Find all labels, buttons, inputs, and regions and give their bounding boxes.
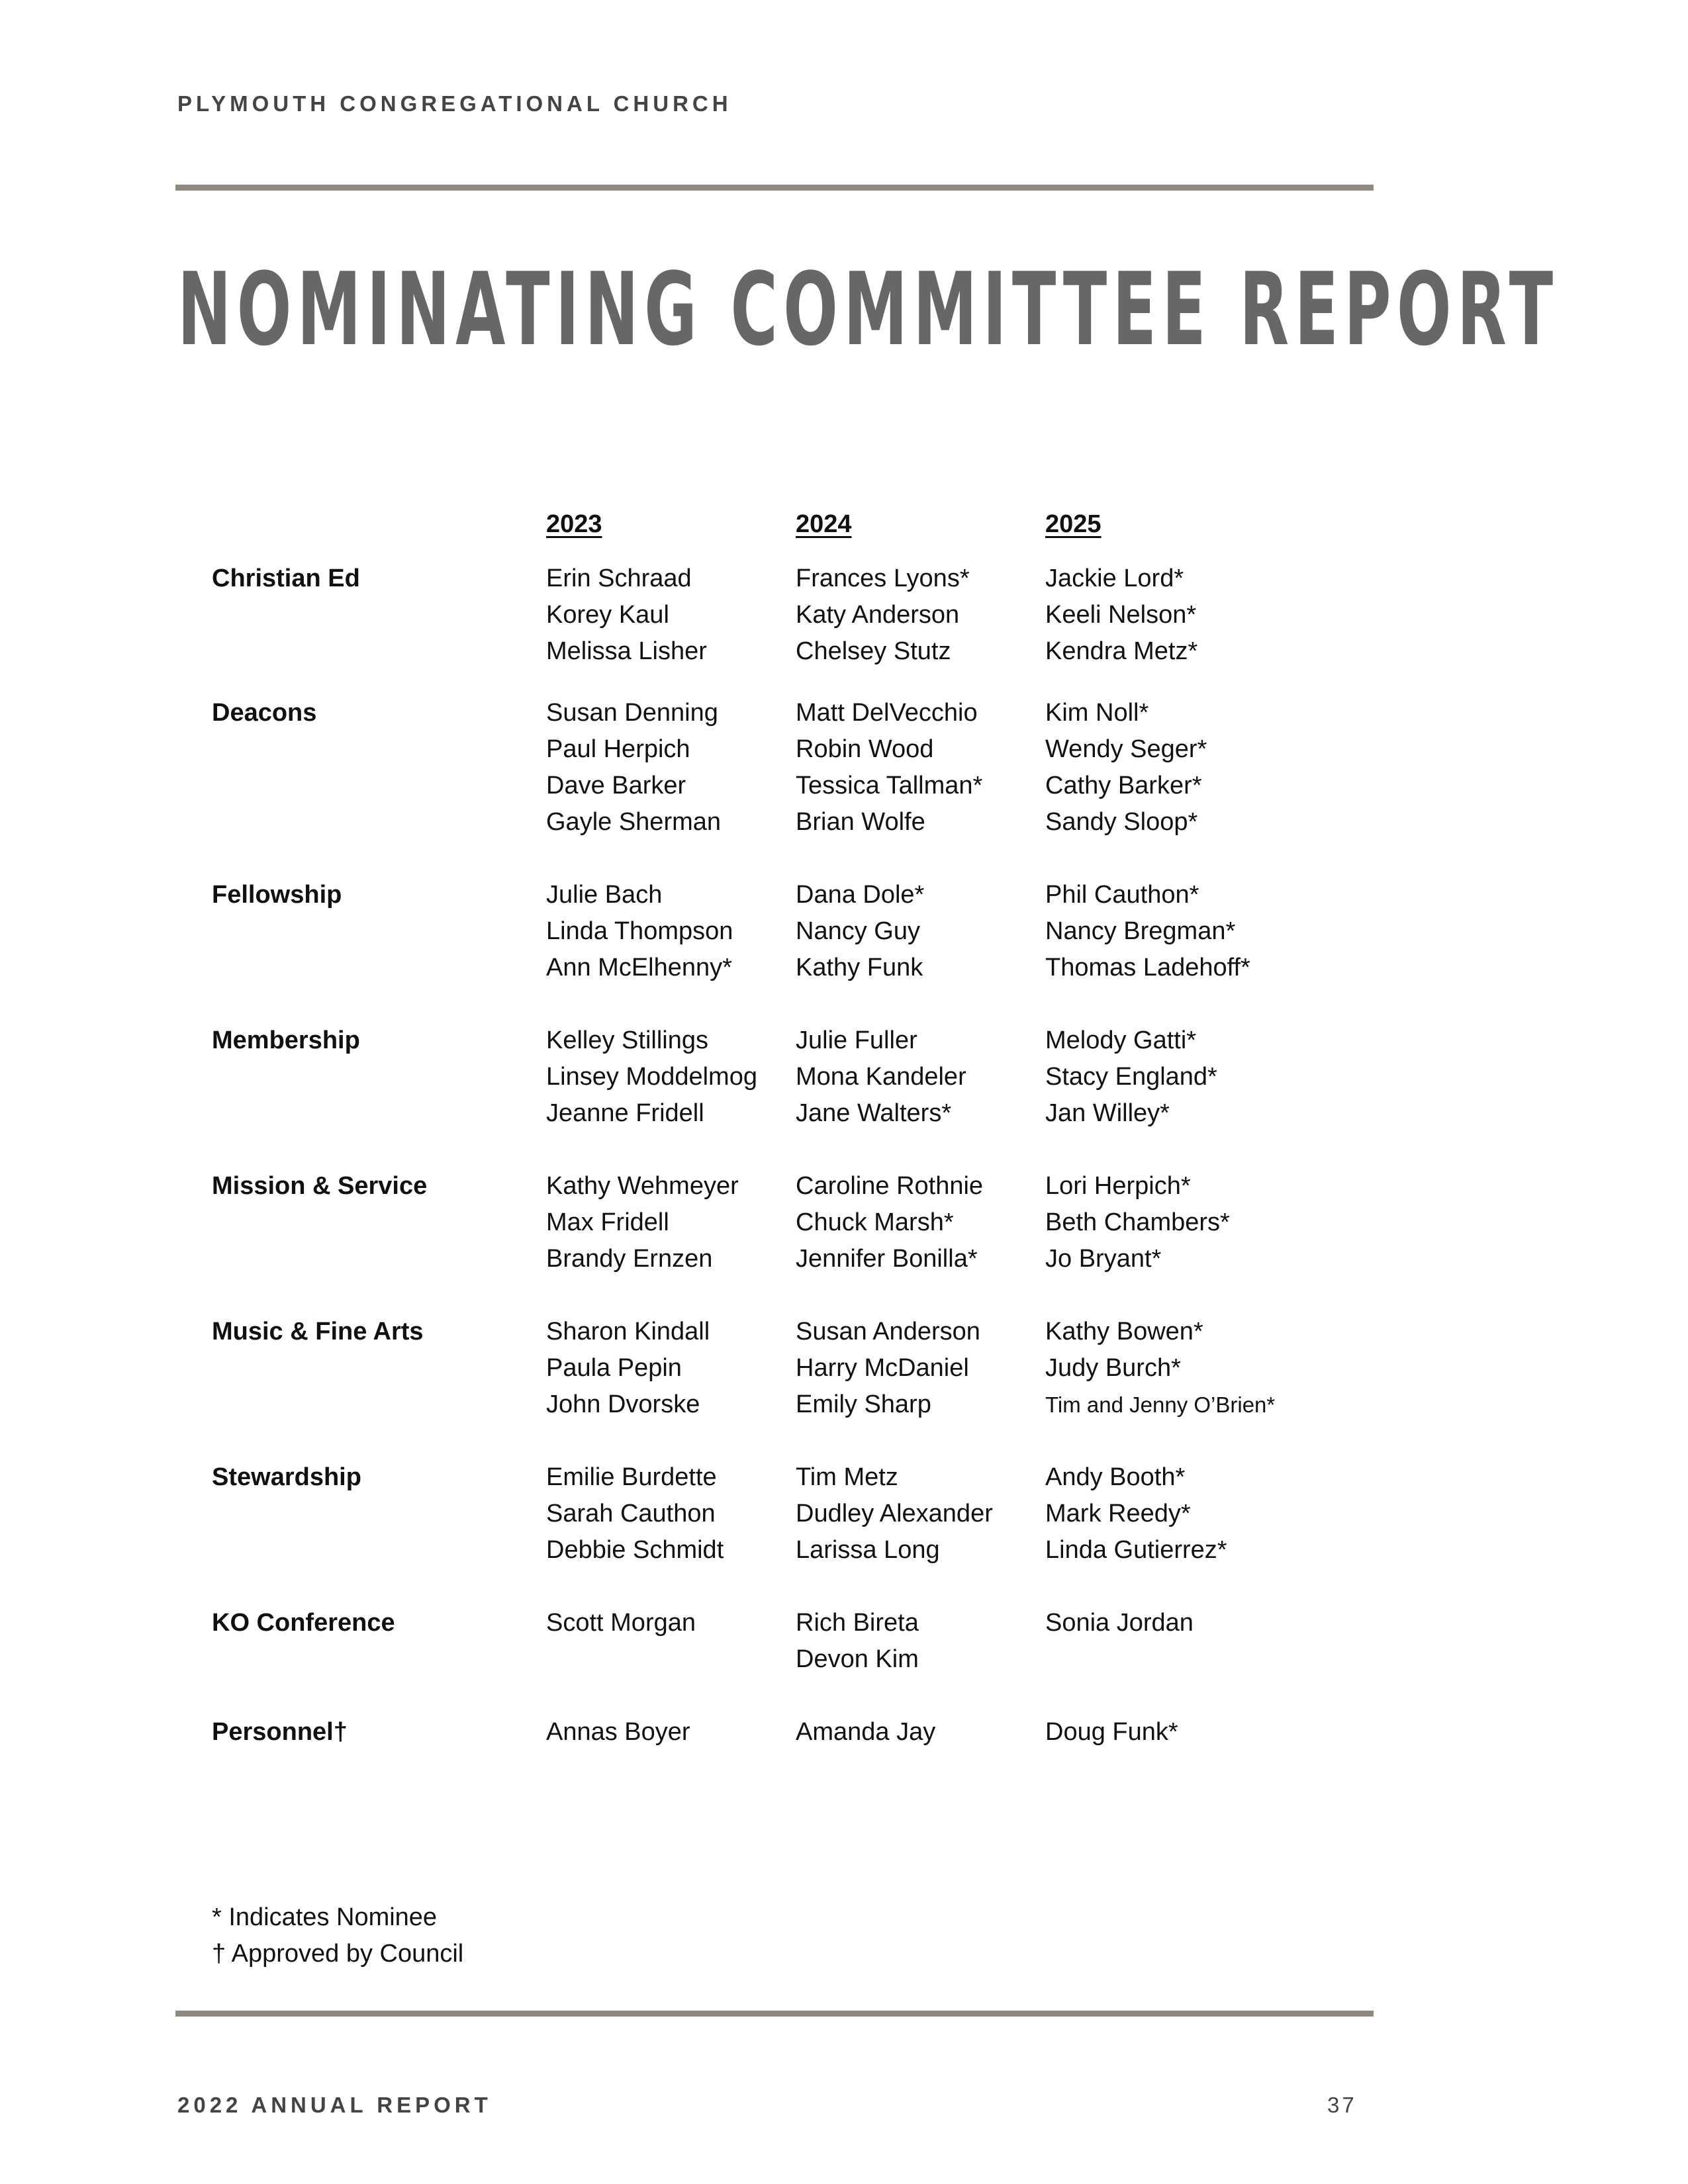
member-name: Sandy Sloop* (1045, 808, 1198, 836)
footnote-approved: † Approved by Council (212, 1940, 464, 1968)
year-members (796, 695, 1045, 841)
member-name: Kelley Stillings (546, 1026, 708, 1054)
member-name: Scott Morgan (546, 1609, 696, 1637)
member-name: John Dvorske (546, 1390, 700, 1418)
year-header: 2023 (546, 510, 602, 538)
committee-row (212, 1314, 1337, 1423)
year-members (796, 1023, 1045, 1132)
member-name: Julie Fuller (796, 1026, 917, 1054)
member-name: Erin Schraad (546, 565, 692, 592)
committee-name: Mission & Service (212, 1172, 428, 1200)
committee-row (212, 1168, 1337, 1277)
member-name: Kathy Funk (796, 954, 923, 981)
member-name: Tessica Tallman* (796, 772, 983, 799)
footnote-nominee: * Indicates Nominee (212, 1903, 438, 1931)
member-name: Max Fridell (546, 1208, 669, 1236)
committee-name: Fellowship (212, 881, 342, 909)
member-name: Matt DelVecchio (796, 699, 978, 727)
organization-name: PLYMOUTH CONGREGATIONAL CHURCH (177, 91, 732, 116)
year-members (796, 1168, 1045, 1277)
committee-row (212, 877, 1337, 986)
member-name: Debbie Schmidt (546, 1536, 724, 1564)
member-name: Jan Willey* (1045, 1099, 1170, 1127)
member-name: Judy Burch* (1045, 1354, 1181, 1382)
member-name: Stacy England* (1045, 1063, 1217, 1091)
member-name: Sharon Kindall (546, 1318, 710, 1345)
member-name: Paula Pepin (546, 1354, 682, 1382)
committee-row (212, 695, 1337, 841)
member-name: Emily Sharp (796, 1390, 931, 1418)
top-divider (175, 185, 1374, 191)
year-members (546, 877, 796, 986)
committee-row (212, 1714, 1337, 1751)
year-members (1045, 1314, 1295, 1423)
year-members (1045, 1023, 1295, 1132)
year-members (1045, 1168, 1295, 1277)
member-name: Caroline Rothnie (796, 1172, 984, 1200)
member-name: Katy Anderson (796, 601, 960, 629)
year-members (546, 1168, 796, 1277)
member-name: Jo Bryant* (1045, 1245, 1162, 1273)
committee-row (212, 1459, 1337, 1569)
member-name: Tim Metz (796, 1463, 898, 1491)
year-members (546, 1023, 796, 1132)
page-title: NOMINATING COMMITTEE REPORT (177, 251, 1559, 368)
member-name: Jane Walters* (796, 1099, 952, 1127)
member-name: Wendy Seger* (1045, 735, 1207, 763)
member-name: Emilie Burdette (546, 1463, 717, 1491)
member-name: Sonia Jordan (1045, 1609, 1194, 1637)
year-members (546, 561, 796, 670)
member-name: Sarah Cauthon (546, 1500, 716, 1527)
member-name: Linda Gutierrez* (1045, 1536, 1227, 1564)
header-spacer (212, 506, 546, 561)
member-name: Melissa Lisher (546, 637, 707, 665)
member-name: Chuck Marsh* (796, 1208, 954, 1236)
member-name: Harry McDaniel (796, 1354, 969, 1382)
committee-rows (212, 561, 1337, 1751)
year-members (796, 561, 1045, 670)
member-name: Lori Herpich* (1045, 1172, 1191, 1200)
year-header: 2024 (796, 510, 852, 538)
year-members (546, 1605, 796, 1678)
member-name: Susan Denning (546, 699, 718, 727)
member-name: Keeli Nelson* (1045, 601, 1197, 629)
committee-row (212, 1605, 1337, 1678)
member-name: Devon Kim (796, 1645, 919, 1673)
committee-name: Membership (212, 1026, 360, 1054)
member-name: Brian Wolfe (796, 808, 925, 836)
year-members (546, 695, 796, 841)
member-name: Jennifer Bonilla* (796, 1245, 978, 1273)
member-name: Melody Gatti* (1045, 1026, 1197, 1054)
member-name: Brandy Ernzen (546, 1245, 713, 1273)
year-header-row (212, 506, 1337, 561)
member-name: Julie Bach (546, 881, 663, 909)
year-members (1045, 1714, 1295, 1751)
year-members (796, 1459, 1045, 1569)
bottom-divider (175, 2011, 1374, 2017)
member-name: Korey Kaul (546, 601, 669, 629)
member-name: Mark Reedy* (1045, 1500, 1191, 1527)
member-name: Dave Barker (546, 772, 686, 799)
member-name: Linda Thompson (546, 917, 733, 945)
committee-name: Personnel† (212, 1718, 348, 1746)
member-name: Jackie Lord* (1045, 565, 1184, 592)
footnotes (212, 1899, 463, 1972)
member-name: Nancy Bregman* (1045, 917, 1236, 945)
member-name: Phil Cauthon* (1045, 881, 1199, 909)
member-name: Kim Noll* (1045, 699, 1149, 727)
committee-row (212, 1023, 1337, 1132)
member-name: Mona Kandeler (796, 1063, 966, 1091)
year-members (1045, 877, 1295, 986)
member-name: Chelsey Stutz (796, 637, 951, 665)
member-name: Andy Booth* (1045, 1463, 1186, 1491)
member-name: Nancy Guy (796, 917, 920, 945)
year-members (796, 877, 1045, 986)
member-name: Kathy Bowen* (1045, 1318, 1203, 1345)
committee-name: Deacons (212, 699, 317, 727)
member-name: Kathy Wehmeyer (546, 1172, 739, 1200)
member-name: Paul Herpich (546, 735, 690, 763)
member-name: Kendra Metz* (1045, 637, 1198, 665)
page-number: 37 (1327, 2093, 1357, 2117)
member-name: Tim and Jenny O’Brien* (1045, 1392, 1276, 1417)
member-name: Frances Lyons* (796, 565, 970, 592)
year-members (1045, 695, 1295, 841)
member-name: Thomas Ladehoff* (1045, 954, 1250, 981)
member-name: Dana Dole* (796, 881, 925, 909)
year-members (1045, 561, 1295, 670)
year-members (546, 1459, 796, 1569)
member-name: Cathy Barker* (1045, 772, 1202, 799)
member-name: Ann McElhenny* (546, 954, 732, 981)
footer-report-label: 2022 ANNUAL REPORT (177, 2093, 492, 2117)
committee-name: Christian Ed (212, 565, 360, 592)
year-members (796, 1314, 1045, 1423)
year-members (546, 1314, 796, 1423)
member-name: Linsey Moddelmog (546, 1063, 757, 1091)
member-name: Robin Wood (796, 735, 934, 763)
member-name: Doug Funk* (1045, 1718, 1178, 1746)
committee-name: Stewardship (212, 1463, 361, 1491)
year-members (546, 1714, 796, 1751)
year-members (796, 1605, 1045, 1678)
member-name: Rich Bireta (796, 1609, 919, 1637)
member-name: Gayle Sherman (546, 808, 722, 836)
member-name: Jeanne Fridell (546, 1099, 704, 1127)
committee-name: KO Conference (212, 1609, 395, 1637)
member-name: Dudley Alexander (796, 1500, 993, 1527)
committee-table (212, 506, 1337, 1787)
committee-row (212, 561, 1337, 670)
year-members (796, 1714, 1045, 1751)
committee-name: Music & Fine Arts (212, 1318, 424, 1345)
member-name: Beth Chambers* (1045, 1208, 1230, 1236)
member-name: Amanda Jay (796, 1718, 936, 1746)
year-members (1045, 1459, 1295, 1569)
year-header: 2025 (1045, 510, 1102, 538)
member-name: Annas Boyer (546, 1718, 690, 1746)
member-name: Susan Anderson (796, 1318, 980, 1345)
member-name: Larissa Long (796, 1536, 940, 1564)
year-members (1045, 1605, 1295, 1678)
